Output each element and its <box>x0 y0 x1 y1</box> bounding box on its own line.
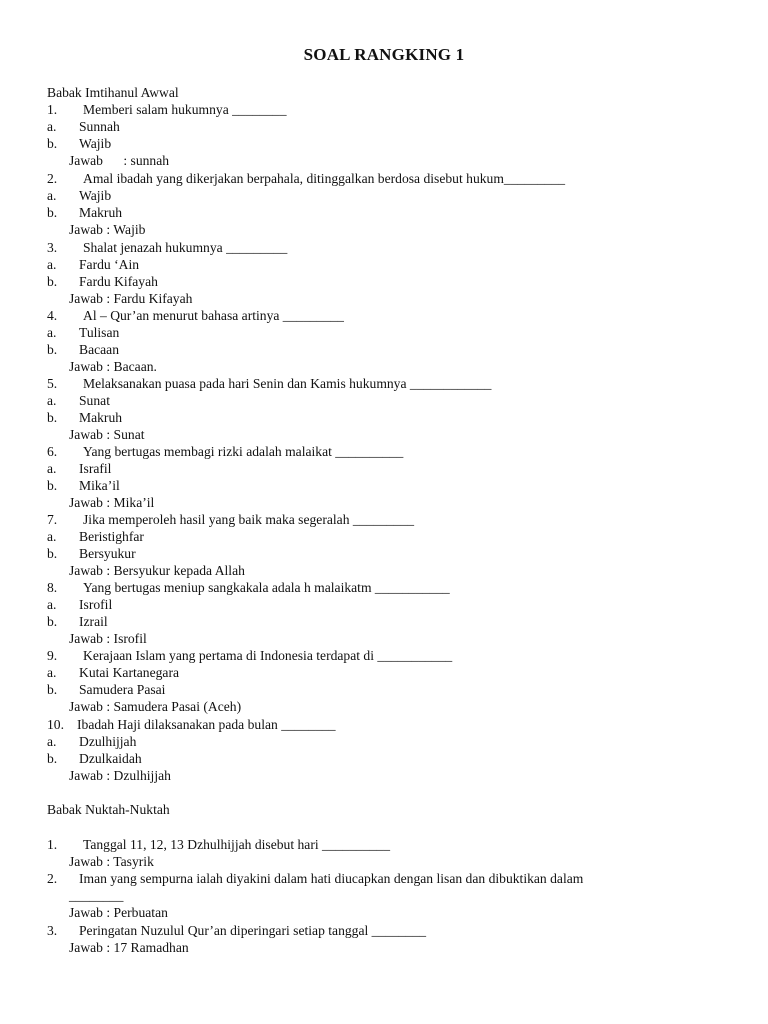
answer-line: Jawab : Dzulhijjah <box>69 768 171 783</box>
answer-line: Jawab : Perbuatan <box>69 905 168 920</box>
page-title: SOAL RANGKING 1 <box>303 45 465 64</box>
question-number: 6. <box>47 444 58 459</box>
option-label: b. <box>47 205 58 220</box>
option-label: a. <box>47 461 57 476</box>
question-text: Kerajaan Islam yang pertama di Indonesia terdapat di ___________ <box>83 648 453 663</box>
answer-line: Jawab : Mika’il <box>69 495 155 510</box>
option-label: a. <box>47 188 57 203</box>
question-text: Melaksanakan puasa pada hari Senin dan Kamis hukumnya ____________ <box>83 376 492 391</box>
question-text: Peringatan Nuzulul Qur’an diperingari setiap tanggal ________ <box>79 923 427 938</box>
answer-line: Jawab : Isrofil <box>69 631 147 646</box>
option-label: a. <box>47 597 57 612</box>
answer-line: Jawab : Tasyrik <box>69 854 154 869</box>
option-b: Dzulkaidah <box>79 751 142 766</box>
option-label: a. <box>47 257 57 272</box>
question-number: 5. <box>47 376 58 391</box>
option-b: Bersyukur <box>79 546 136 561</box>
option-a: Beristighfar <box>79 529 144 544</box>
option-label: b. <box>47 546 58 561</box>
question-blank: ________ <box>69 888 124 903</box>
question-text: Yang bertugas membagi rizki adalah malaikat __________ <box>83 444 404 459</box>
option-a: Wajib <box>79 188 112 203</box>
section-heading-1: Babak Imtihanul Awwal <box>47 85 179 100</box>
question-number: 9. <box>47 648 58 663</box>
option-a: Isrofil <box>79 597 113 612</box>
option-b: Mika’il <box>79 478 120 493</box>
option-a: Tulisan <box>79 325 120 340</box>
option-b: Makruh <box>79 410 123 425</box>
option-label: b. <box>47 478 58 493</box>
option-label: b. <box>47 136 58 151</box>
answer-line: Jawab : Fardu Kifayah <box>69 291 193 306</box>
option-b: Izrail <box>79 614 108 629</box>
question-text: Ibadah Haji dilaksanakan pada bulan ________ <box>77 717 336 732</box>
question-text: Jika memperoleh hasil yang baik maka segeralah _________ <box>83 512 415 527</box>
section-heading-2: Babak Nuktah-Nuktah <box>47 802 170 817</box>
option-b: Fardu Kifayah <box>79 274 158 289</box>
option-label: b. <box>47 410 58 425</box>
question-text: Amal ibadah yang dikerjakan berpahala, ditinggalkan berdosa disebut hukum_________ <box>83 171 566 186</box>
question-number: 4. <box>47 308 58 323</box>
option-label: a. <box>47 325 57 340</box>
question-number: 8. <box>47 580 58 595</box>
question-number: 1. <box>47 837 58 852</box>
question-number: 2. <box>47 171 58 186</box>
option-a: Dzulhijjah <box>79 734 137 749</box>
answer-line: Jawab : sunnah <box>69 153 170 168</box>
question-text: Yang bertugas meniup sangkakala adala h malaikatm ___________ <box>83 580 450 595</box>
question-number: 3. <box>47 923 58 938</box>
option-label: a. <box>47 529 57 544</box>
answer-line: Jawab : Bersyukur kepada Allah <box>69 563 245 578</box>
question-number: 3. <box>47 240 58 255</box>
option-b: Bacaan <box>79 342 119 357</box>
question-text: Al – Qur’an menurut bahasa artinya _________ <box>83 308 344 323</box>
answer-line: Jawab : Wajib <box>69 222 146 237</box>
answer-line: Jawab : Sunat <box>69 427 145 442</box>
option-label: a. <box>47 734 57 749</box>
option-a: Kutai Kartanegara <box>79 665 180 680</box>
answer-line: Jawab : 17 Ramadhan <box>69 940 189 955</box>
option-label: a. <box>47 665 57 680</box>
option-label: b. <box>47 682 58 697</box>
option-b: Samudera Pasai <box>79 682 166 697</box>
option-label: b. <box>47 342 58 357</box>
option-label: b. <box>47 614 58 629</box>
option-label: b. <box>47 751 58 766</box>
question-text: Tanggal 11, 12, 13 Dzhulhijjah disebut hari __________ <box>83 837 391 852</box>
option-label: b. <box>47 274 58 289</box>
question-text: Memberi salam hukumnya ________ <box>83 102 287 117</box>
question-number: 1. <box>47 102 58 117</box>
option-b: Wajib <box>79 136 112 151</box>
answer-line: Jawab : Samudera Pasai (Aceh) <box>69 699 242 714</box>
question-text: Iman yang sempurna ialah diyakini dalam hati diucapkan dengan lisan dan dibuktikan dalam <box>79 871 584 886</box>
option-b: Makruh <box>79 205 123 220</box>
option-a: Sunat <box>79 393 110 408</box>
question-number: 7. <box>47 512 58 527</box>
option-label: a. <box>47 393 57 408</box>
option-a: Fardu ‘Ain <box>79 257 140 272</box>
question-number: 2. <box>47 871 58 886</box>
option-a: Sunnah <box>79 119 120 134</box>
option-label: a. <box>47 119 57 134</box>
question-text: Shalat jenazah hukumnya _________ <box>83 240 288 255</box>
question-number: 10. <box>47 717 64 732</box>
answer-line: Jawab : Bacaan. <box>69 359 157 374</box>
option-a: Israfil <box>79 461 112 476</box>
